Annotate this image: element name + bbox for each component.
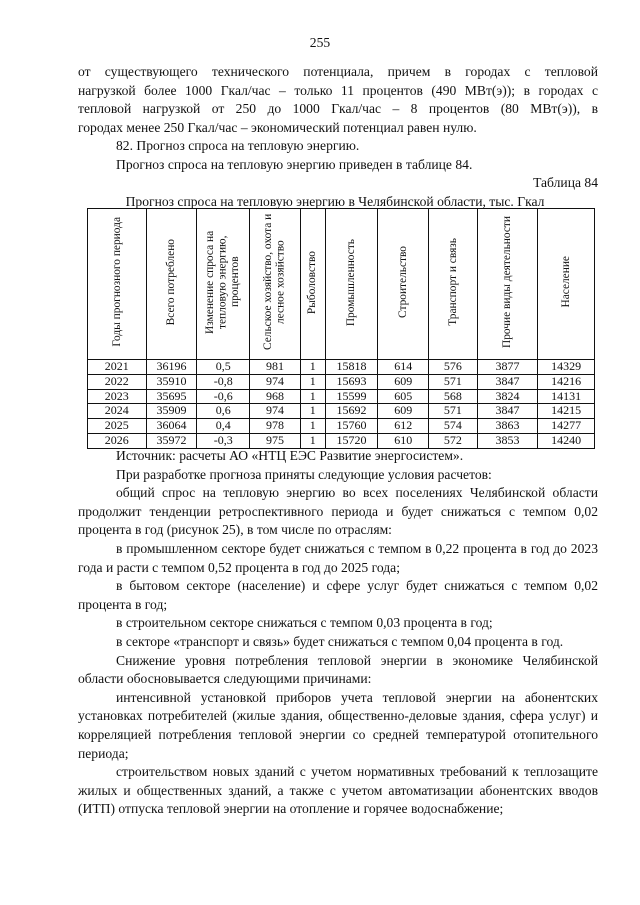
year-cell: 2021	[88, 360, 147, 375]
year-cell: 2022	[88, 374, 147, 389]
header-text: Транспорт и связь	[446, 238, 459, 326]
total-cell: 35910	[146, 374, 197, 389]
table-container	[84, 208, 604, 449]
fishing-cell: 1	[300, 360, 325, 375]
transport-cell: 571	[429, 404, 478, 419]
transport-cell: 572	[429, 433, 478, 448]
table-row	[88, 360, 595, 375]
header-cell	[477, 209, 538, 360]
header-cell	[300, 209, 325, 360]
total-cell: 35909	[146, 404, 197, 419]
change-cell: -0,8	[197, 374, 250, 389]
change-cell: -0,3	[197, 433, 250, 448]
demand-forecast-table	[87, 208, 595, 449]
condition-industry: в промышленном секторе будет снижаться с темпом в 0,22 процента в год до 2023 года и расти с темпом 0,52 процента в год до 2025 года;	[78, 540, 598, 575]
intro-paragraph	[78, 63, 598, 137]
fishing-cell: 1	[300, 374, 325, 389]
other-cell: 3863	[477, 419, 538, 434]
header-cell	[197, 209, 250, 360]
header-cell	[146, 209, 197, 360]
condition-household: в бытовом секторе (население) и сфере услуг будет снижаться с темпом 0,02 процента в год;	[78, 578, 598, 612]
year-cell: 2023	[88, 389, 147, 404]
header-cell	[325, 209, 378, 360]
table-row	[88, 374, 595, 389]
transport-cell: 568	[429, 389, 478, 404]
header-text: Всего потреблено	[165, 238, 178, 326]
change-cell: 0,5	[197, 360, 250, 375]
reason-metering: интенсивной установкой приборов учета тепловой энергии на абонентских установках потребителей (жилые здания, общественно-деловые здания, сфера услуг) и корреляцией потребления тепловой энергии со средней температурой отопительного периода;	[78, 689, 598, 761]
total-cell: 36064	[146, 419, 197, 434]
header-text: Население	[559, 256, 572, 308]
source-note: Источник: расчеты АО «НТЦ ЕЭС Развитие энергосистем».	[116, 448, 464, 463]
industry-cell: 15599	[325, 389, 378, 404]
industry-cell: 15693	[325, 374, 378, 389]
construction-cell: 614	[378, 360, 429, 375]
fishing-cell: 1	[300, 389, 325, 404]
agriculture-cell: 981	[250, 360, 301, 375]
other-cell: 3853	[477, 433, 538, 448]
table-row	[88, 404, 595, 419]
intro-line: нагрузкой более 1000 Гкал/час – только 11 процентов (490 МВт(э)); в городах с	[78, 82, 598, 98]
other-cell: 3877	[477, 360, 538, 375]
total-cell: 35972	[146, 433, 197, 448]
transport-cell: 576	[429, 360, 478, 375]
change-cell: 0,6	[197, 404, 250, 419]
table-header-row	[88, 209, 595, 360]
change-cell: 0,4	[197, 419, 250, 434]
fishing-cell: 1	[300, 404, 325, 419]
header-text: Рыболовство	[306, 250, 319, 314]
agriculture-cell: 974	[250, 404, 301, 419]
condition-transport: в секторе «транспорт и связь» будет снижаться с темпом 0,04 процента в год.	[116, 633, 564, 649]
population-cell: 14131	[538, 389, 595, 404]
other-cell: 3824	[477, 389, 538, 404]
change-cell: -0,6	[197, 389, 250, 404]
industry-cell: 15720	[325, 433, 378, 448]
header-text: Промышленность	[345, 238, 358, 326]
section-heading: 82. Прогноз спроса на тепловую энергию.	[116, 138, 360, 153]
header-cell	[538, 209, 595, 360]
header-text: Сельское хозяйство, охота и лесное хозяйство	[262, 213, 287, 351]
intro-line: от существующего технического потенциала, причем в городах с тепловой	[78, 64, 598, 79]
page-number: 255	[309, 35, 331, 50]
construction-cell: 610	[378, 433, 429, 448]
header-cell	[429, 209, 478, 360]
other-cell: 3847	[477, 374, 538, 389]
conditions-intro: При разработке прогноза приняты следующие условия расчетов:	[116, 466, 492, 482]
header-cell	[88, 209, 147, 360]
header-text: Годы прогнозного периода	[110, 217, 123, 347]
industry-cell: 15760	[325, 419, 378, 434]
reason-construction: строительством новых зданий с учетом нормативных требований к теплозащите жилых и общественных зданий, а также с учетом автоматизации абонентских вводов (ИТП) отпуска тепловой энергии на отопление и горячее водоснабжение;	[78, 764, 598, 817]
table-label: Таблица 84	[533, 175, 598, 191]
population-cell: 14329	[538, 360, 595, 375]
agriculture-cell: 968	[250, 389, 301, 404]
section-text: Прогноз спроса на тепловую энергию приведен в таблице 84.	[116, 156, 473, 172]
fishing-cell: 1	[300, 433, 325, 448]
population-cell: 14215	[538, 404, 595, 419]
header-text: Изменение спроса на тепловую энергию, процентов	[204, 230, 242, 334]
body-text	[78, 447, 598, 819]
decline-intro: Снижение уровня потребления тепловой энергии в экономике Челябинской области обосновывается следующими причинами:	[78, 652, 598, 687]
header-text: Строительство	[396, 246, 409, 319]
construction-cell: 609	[378, 374, 429, 389]
section-block	[78, 137, 598, 211]
header-text: Прочие виды деятельности	[501, 216, 514, 349]
header-cell	[378, 209, 429, 360]
construction-cell: 605	[378, 389, 429, 404]
table-title: Прогноз спроса на тепловую энергию в Челябинской области, тыс. Гкал	[125, 193, 545, 209]
condition-construction: в строительном секторе снижаться с темпом 0,03 процента в год;	[116, 615, 493, 631]
industry-cell: 15692	[325, 404, 378, 419]
transport-cell: 571	[429, 374, 478, 389]
population-cell: 14240	[538, 433, 595, 448]
agriculture-cell: 975	[250, 433, 301, 448]
construction-cell: 612	[378, 419, 429, 434]
agriculture-cell: 978	[250, 419, 301, 434]
total-cell: 36196	[146, 360, 197, 375]
intro-line: городах менее 250 Гкал/час – экономический потенциал равен нулю.	[78, 119, 477, 135]
year-cell: 2024	[88, 404, 147, 419]
intro-line: тепловой нагрузкой от 250 до 1000 Гкал/час – 8 процентов (80 МВт(э)), в	[78, 101, 598, 117]
industry-cell: 15818	[325, 360, 378, 375]
construction-cell: 609	[378, 404, 429, 419]
fishing-cell: 1	[300, 419, 325, 434]
transport-cell: 574	[429, 419, 478, 434]
header-cell	[250, 209, 301, 360]
total-cell: 35695	[146, 389, 197, 404]
table-row	[88, 389, 595, 404]
table-row	[88, 419, 595, 434]
year-cell: 2026	[88, 433, 147, 448]
population-cell: 14277	[538, 419, 595, 434]
agriculture-cell: 974	[250, 374, 301, 389]
population-cell: 14216	[538, 374, 595, 389]
year-cell: 2025	[88, 419, 147, 434]
condition-general: общий спрос на тепловую энергию во всех поселениях Челябинской области продолжит тенденции ретроспективного периода и будет снижаться с темпом 0,02 процента в год (рисунок 25), в том числе по отраслям:	[78, 485, 598, 538]
other-cell: 3847	[477, 404, 538, 419]
